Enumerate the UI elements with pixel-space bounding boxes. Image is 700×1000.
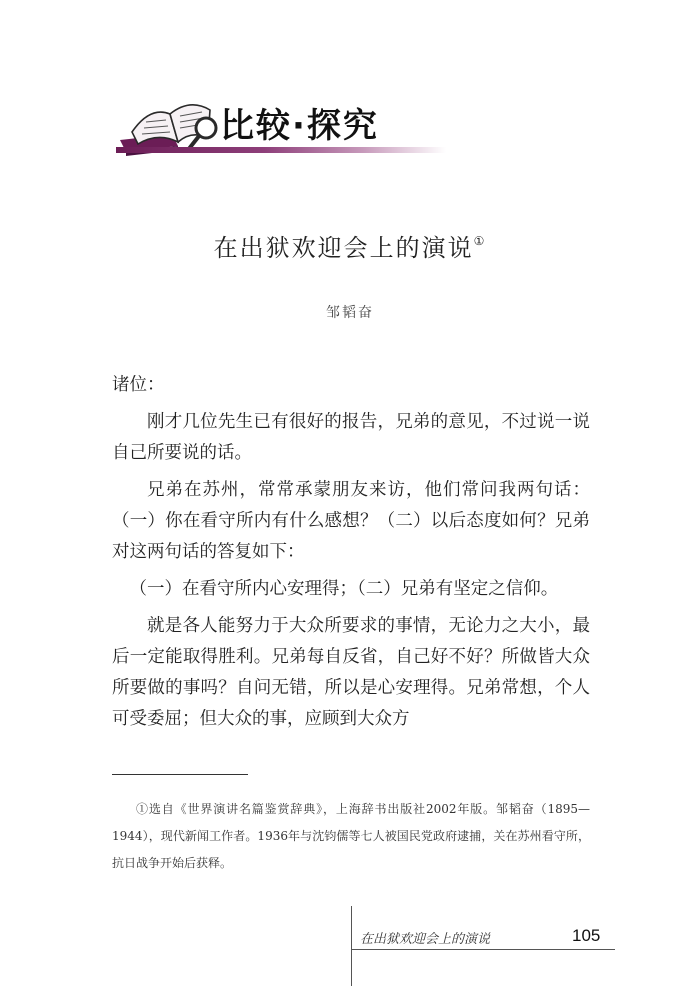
paragraph: 就是各人能努力于大众所要求的事情，无论力之大小，最后一定能取得胜利。兄弟每自反省，自己好不好？所做皆大众所要做的事吗？自问无错，所以是心安理得。兄弟常想，个人可受委屈；但大众的事，应顾到大众方 bbox=[112, 616, 590, 729]
footnote: ①选自《世界演讲名篇鉴赏辞典》，上海辞书出版社2002年版。邹韬奋（1895—1944），现代新闻工作者。1936年与沈钧儒等七人被国民党政府逮捕，关在苏州看守所，抗日战争开始后获释。 bbox=[112, 802, 590, 870]
paragraph: （一）在看守所内心安理得；（二）兄弟有坚定之信仰。 bbox=[129, 579, 559, 599]
footer-divider-horizontal bbox=[351, 949, 615, 950]
footnote-marker[interactable]: ① bbox=[473, 234, 487, 248]
section-header bbox=[112, 92, 442, 162]
paragraph: 刚才几位先生已有很好的报告，兄弟的意见，不过说一说自己所要说的话。 bbox=[112, 412, 590, 463]
footnote-divider bbox=[112, 774, 248, 775]
header-accent-bar bbox=[116, 147, 446, 153]
section-title: 比较·探究 bbox=[220, 106, 379, 146]
article-title bbox=[0, 228, 700, 263]
author-name: 邹韬奋 bbox=[326, 305, 374, 321]
running-title: 在出狱欢迎会上的演说 bbox=[360, 932, 491, 947]
paragraph: 兄弟在苏州，常常承蒙朋友来访，他们常问我两句话：（一）你在看守所内有什么感想？（二）以后态度如何？兄弟对这两句话的答复如下： bbox=[112, 480, 590, 562]
article-body bbox=[112, 370, 590, 741]
article-title-text: 在出狱欢迎会上的演说 bbox=[213, 234, 474, 262]
footer-divider-vertical bbox=[351, 906, 352, 986]
page-number: 105 bbox=[572, 926, 601, 945]
salutation: 诸位： bbox=[112, 375, 165, 395]
